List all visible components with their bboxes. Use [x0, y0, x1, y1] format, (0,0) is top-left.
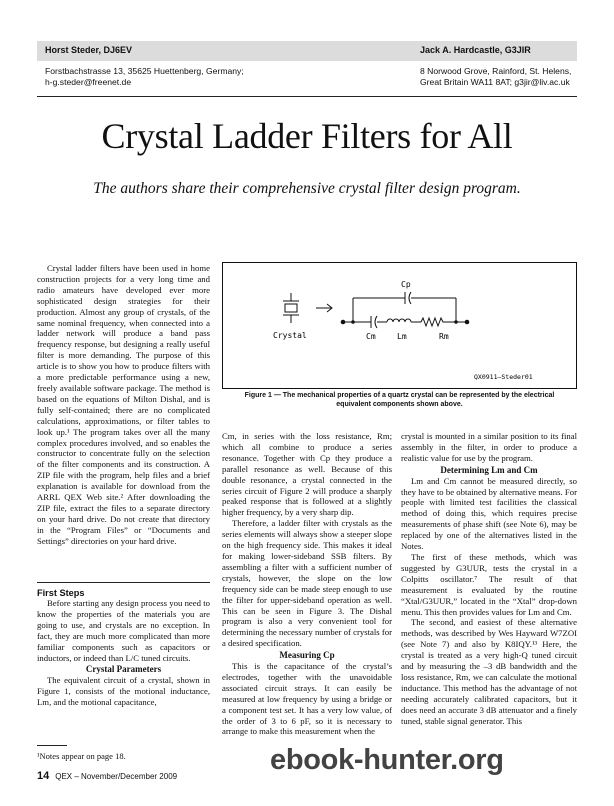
section-divider — [37, 582, 210, 583]
watermark: ebook-hunter.org — [270, 744, 504, 776]
heading-determining-lm-cm: Determining Lm and Cm — [440, 464, 538, 475]
rm-zigzag — [421, 318, 445, 326]
intro-paragraph: Crystal ladder filters have been used in home construction projects for a very long time and radio amateurs have developed ever more sophisticated design strategies for their production. Almost any group of crystals, of the same nominal frequency, when connected into a ladder network will produce a band pass frequency response, but designing a really useful filter is more demanding. The purpose of this article is to show you how to produce filters with a more predictable performance using a new, freely available software package. The method is based on the equations of Milton Dishal, and is fully self-contained; there are no complicated calculations, approximations, or filter tables to look up.¹ The program takes over all the many complex procedures involved, and so enables the constructor to concentrate fully on the selection of the filter components and its construction. A ZIP file with the program, help files and a brief explanation is available for download from the ARRL QEX Web site.² After downloading the ZIP file, extract the files to a separate directory on your hard drive. Do not create that directory in the “Program Files” or “Documents and Settings” directories on your hard drive. — [37, 263, 210, 546]
lm-coil — [387, 319, 411, 322]
cp-plate-right — [409, 292, 411, 304]
column-1-lower — [37, 588, 210, 708]
author-right-name: Jack A. Hardcastle, G3JIR — [420, 45, 531, 55]
paragraph: The first of these methods, which was suggested by G3UUR, tests the crystal in a Colpitts oscillator.⁷ The result of that measurement is evaluated by the routine “Xtal/G3UUR,” located in the “Xtal” drop-down menu. This then provides values for Lm and Cm. — [401, 551, 577, 617]
cm-plate-right — [375, 316, 377, 328]
address-line: h-g.steder@freenet.de — [45, 77, 132, 87]
heading-crystal-parameters: Crystal Parameters — [85, 664, 162, 675]
paragraph: crystal is mounted in a similar position to its final assembly in the filter, in order to produce a realistic value for use by the program. — [401, 431, 577, 463]
paragraph: Lm and Cm cannot be measured directly, so they have to be obtained by alternative means. For people with limited test facilities the classical method of doing this, which requires precise measurements of phase shift (see Note 6), may be replaced by one of the alternatives listed in the Notes. — [401, 475, 577, 552]
label-cp: Cp — [401, 280, 411, 289]
crystal-equivalent-circuit — [223, 263, 576, 388]
address-line: Great Britain WA11 8AT; g3jir@liv.ac.uk — [420, 77, 570, 87]
address-line: Forstbachstrasse 13, 35625 Huettenberg, Germany; — [45, 66, 244, 76]
page-number: 14 — [37, 770, 50, 782]
author-left-name: Horst Steder, DJ6EV — [45, 45, 133, 55]
section-heading-first-steps: First Steps — [37, 588, 85, 598]
junction-left — [351, 320, 355, 324]
terminal-left — [341, 320, 346, 325]
figure-code: QX0911—Steder01 — [474, 373, 533, 381]
crystal-body — [285, 304, 297, 312]
header-divider — [37, 96, 577, 97]
label-lm: Lm — [397, 332, 407, 341]
footnote-rule — [37, 745, 67, 746]
crystal-parameters-paragraph: The equivalent circuit of a crystal, shown in Figure 1, consists of the motional inductance, Lm, and the motional capacitance, — [37, 675, 210, 708]
label-crystal: Crystal — [273, 331, 307, 340]
author-left-address — [45, 66, 244, 88]
figure-1-box — [222, 262, 577, 389]
terminal-right — [465, 320, 470, 325]
issue-info: QEX – November/December 2009 — [55, 772, 178, 781]
paragraph: Cm, in series with the loss resistance, Rm; which all combine to produce a series resonance. Together with Cp they produce a parallel resonance as well. Because of this double resonance, a crystal connected in the series circuit of Figure 2 will produce a sharply peaked response that is followed at a slightly higher frequency, by a very sharp dip. — [222, 431, 392, 518]
column-2 — [222, 431, 392, 737]
address-line: 8 Norwood Grove, Rainford, St. Helens, — [420, 66, 572, 76]
first-steps-paragraph: Before starting any design process you need to know the properties of the materials you are going to use, and crystals are no exception. In fact, they are much more complicated than more familiar components such as capacitors or inductors, or indeed than L/C tuned circuits. — [37, 598, 210, 663]
column-3 — [401, 431, 577, 726]
paragraph: This is the capacitance of the crystal’s electrodes, together with the unavoidable associated circuit strays. It can easily be measured at low frequency by using a bridge or a component test set. It has a very low value, of the order of 3 to 6 pF, so it is necessary to arrange to make this measurement when the — [222, 661, 392, 737]
caption-line: Figure 1 — The mechanical properties of a quartz crystal can be represented by the electrical — [244, 392, 555, 399]
heading-measuring-cp: Measuring Cp — [279, 650, 335, 661]
column-1-intro — [37, 263, 210, 547]
page-footer — [37, 770, 177, 782]
article-subtitle: The authors share their comprehensive crystal filter design program. — [93, 180, 521, 197]
figure-1-caption — [222, 392, 577, 409]
footnote: ¹Notes appear on page 18. — [37, 751, 126, 761]
label-rm: Rm — [439, 332, 449, 341]
caption-line: equivalent components shown above. — [336, 400, 463, 408]
author-right-address — [420, 66, 571, 88]
paragraph: The second, and easiest of these alternative methods, was described by Wes Hayward W7ZOI (see Note 7) and also by K8IQY.¹³ Here, the crystal is treated as a very high-Q tuned circuit and by measuring the –3 dB bandwidth and the loss resistance, Rm, we can calculate the motional inductance. This method has the advantage of not needing accurately calibrated capacitors, but it does need an accurate 3 dB attenuator and a finely tuned, stable signal generator. This — [401, 617, 577, 726]
article-title: Crystal Ladder Filters for All — [101, 116, 513, 156]
label-cm: Cm — [366, 332, 376, 341]
paragraph: Therefore, a ladder filter with crystals as the series elements will always show a steeper slope on the high frequency side. This makes it ideal for making lower-sideband SSB filters. By assembling a filter with a sufficient number of crystals, however, the slope on the low frequency side can be made steep enough to use the filter for upper-sideband operation as well. This can be seen in Figure 3. The Dishal program is also a very convenient tool for determining the necessary number of crystals for a desired specification. — [222, 518, 392, 649]
junction-right — [454, 320, 458, 324]
